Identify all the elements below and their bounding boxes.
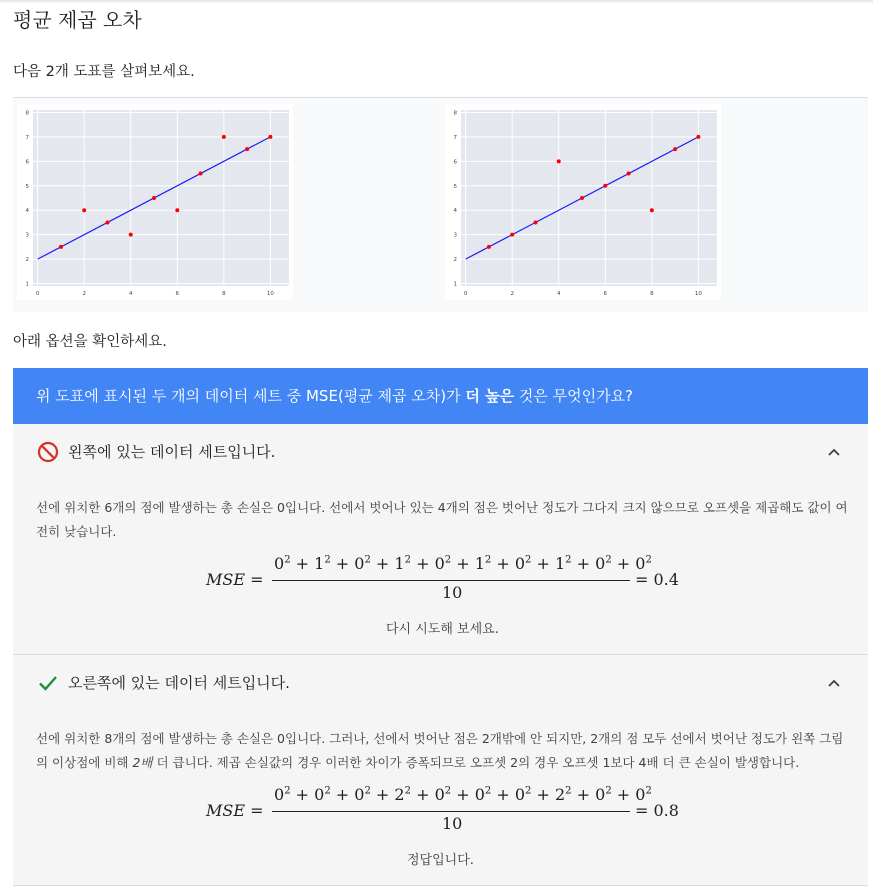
- x-tick-label: 4: [556, 291, 561, 297]
- y-tick-label: 5: [25, 183, 29, 190]
- checkmark-icon: [37, 672, 59, 694]
- plus-sign: +: [451, 554, 475, 573]
- data-point: [59, 245, 63, 249]
- squared-term: $1^2$: [554, 554, 572, 573]
- plus-sign: +: [410, 785, 435, 804]
- fraction-bar: [272, 580, 630, 581]
- squared-term: $1^2$: [474, 554, 492, 573]
- y-tick-label: 3: [25, 232, 29, 239]
- y-tick-label: 4: [25, 208, 29, 215]
- data-point: [580, 196, 584, 200]
- explanation-part-a: 선에 위치한 8개의 점에 발생하는 총 손실은 0입니다. 그러나, 선에서 벗어난 점은 2개밖에 안 되지만, 2개의 점 모두 선에서 벗어난 정도가 왼쪽 그림의 이상점에 비해: [36, 731, 844, 770]
- question-bar: [13, 368, 868, 424]
- y-tick-label: 2: [453, 257, 457, 264]
- option-left-formula: [13, 554, 868, 604]
- squared-term: $0^2$: [635, 785, 652, 804]
- formula-result: = 0.4: [635, 570, 679, 589]
- option-right-dataset[interactable]: [13, 655, 868, 885]
- option-right-explanation: [36, 727, 848, 775]
- option-left-header[interactable]: [13, 424, 868, 480]
- option-right-header[interactable]: [13, 655, 868, 711]
- left-chart-svg: [17, 104, 293, 300]
- plus-sign: +: [290, 785, 315, 804]
- prohibited-icon: [37, 441, 59, 463]
- data-point: [129, 233, 133, 237]
- data-point: [557, 159, 561, 163]
- y-tick-label: 6: [25, 159, 29, 166]
- squared-term: $2^2$: [394, 785, 411, 804]
- chevron-up-icon[interactable]: [826, 675, 842, 691]
- formula-denominator: 10: [442, 583, 463, 602]
- y-tick-label: 8: [25, 110, 29, 117]
- data-point: [82, 208, 86, 212]
- squared-term: $0^2$: [274, 554, 291, 573]
- y-tick-label: 1: [25, 281, 29, 288]
- plus-sign: +: [330, 785, 355, 804]
- x-tick-label: 10: [694, 291, 702, 297]
- x-tick-label: 8: [222, 291, 226, 297]
- prompt-text: 아래 옵션을 확인하세요.: [13, 334, 167, 350]
- squared-term: $0^2$: [474, 785, 492, 804]
- data-point: [175, 208, 179, 212]
- fraction-bar: [272, 811, 630, 812]
- x-tick-label: 0: [463, 291, 468, 297]
- y-tick-label: 7: [25, 134, 29, 141]
- plus-sign: +: [571, 554, 596, 573]
- option-left-label: 왼쪽에 있는 데이터 세트입니다.: [68, 443, 276, 461]
- plus-sign: +: [531, 785, 555, 804]
- data-point: [199, 172, 203, 176]
- squared-term: $0^2$: [354, 785, 371, 804]
- x-tick-label: 6: [603, 291, 608, 297]
- data-point: [627, 172, 631, 176]
- data-point: [152, 196, 156, 200]
- formula-numerator: [274, 785, 652, 804]
- x-tick-label: 10: [266, 291, 274, 297]
- plus-sign: +: [370, 785, 395, 804]
- plus-sign: +: [290, 554, 315, 573]
- formula-numerator: [274, 554, 652, 573]
- plus-sign: +: [451, 785, 475, 804]
- y-tick-label: 5: [453, 183, 457, 190]
- squared-term: $0^2$: [314, 785, 331, 804]
- formula-denominator: 10: [442, 814, 463, 833]
- y-tick-label: 4: [453, 208, 457, 215]
- plus-sign: +: [410, 554, 435, 573]
- x-tick-label: 2: [82, 291, 86, 297]
- explanation-part-b: 더 큽니다. 제곱 손실값의 경우 이러한 차이가 증폭되므로 오프셋 2의 경우 오프셋 1보다 4배 더 큰 손실이 발생합니다.: [152, 755, 800, 770]
- x-tick-label: 6: [175, 291, 180, 297]
- left-chart: [17, 104, 293, 300]
- squared-term: $0^2$: [274, 785, 291, 804]
- squared-term: $1^2$: [394, 554, 411, 573]
- x-tick-label: 0: [35, 291, 40, 297]
- plus-sign: +: [491, 785, 515, 804]
- option-right-label: 오른쪽에 있는 데이터 세트입니다.: [68, 674, 290, 692]
- y-tick-label: 2: [25, 257, 29, 264]
- squared-term: $0^2$: [434, 554, 452, 573]
- plus-sign: +: [611, 785, 636, 804]
- page-title: 평균 제곱 오차: [13, 8, 142, 32]
- squared-term: $0^2$: [434, 785, 452, 804]
- chevron-up-icon[interactable]: [826, 444, 842, 460]
- question-text-after: 것은 무엇인가요?: [514, 387, 634, 405]
- squared-term: $0^2$: [595, 785, 612, 804]
- formula-result: = 0.8: [635, 801, 679, 820]
- data-point: [268, 135, 272, 139]
- squared-term: $0^2$: [595, 554, 612, 573]
- y-tick-label: 8: [453, 110, 457, 117]
- data-point: [222, 135, 226, 139]
- option-left-explanation: 선에 위치한 6개의 점에 발생하는 총 손실은 0입니다. 선에서 벗어나 있는 4개의 점은 벗어난 정도가 그다지 크지 않으므로 오프셋을 제곱해도 값이 여전히 낮습니다.: [36, 500, 848, 539]
- x-tick-label: 2: [510, 291, 514, 297]
- squared-term: $0^2$: [514, 785, 532, 804]
- plus-sign: +: [611, 554, 636, 573]
- data-point: [696, 135, 700, 139]
- squared-term: $0^2$: [635, 554, 652, 573]
- data-point: [673, 147, 677, 151]
- squared-term: $2^2$: [554, 785, 572, 804]
- formula-lhs: MSE =: [206, 801, 264, 820]
- option-right-formula: [13, 785, 868, 835]
- y-tick-label: 3: [453, 232, 457, 239]
- squared-term: $0^2$: [514, 554, 532, 573]
- plus-sign: +: [531, 554, 555, 573]
- right-chart: [445, 104, 721, 300]
- option-left-feedback: 다시 시도해 보세요.: [386, 622, 499, 637]
- x-tick-label: 8: [650, 291, 654, 297]
- plus-sign: +: [571, 785, 596, 804]
- data-point: [510, 233, 514, 237]
- data-point: [650, 208, 654, 212]
- plus-sign: +: [330, 554, 355, 573]
- plus-sign: +: [370, 554, 395, 573]
- plus-sign: +: [491, 554, 515, 573]
- squared-term: $0^2$: [354, 554, 371, 573]
- data-point: [533, 220, 537, 224]
- data-point: [245, 147, 249, 151]
- y-tick-label: 6: [453, 159, 457, 166]
- explanation-emphasis: 2배: [132, 755, 153, 770]
- right-chart-svg: [445, 104, 721, 300]
- question-text-before: 위 도표에 표시된 두 개의 데이터 세트 중 MSE(평균 제곱 오차)가: [36, 387, 466, 405]
- x-tick-label: 4: [128, 291, 133, 297]
- y-tick-label: 1: [453, 281, 457, 288]
- option-divider: [13, 885, 868, 886]
- option-left-dataset[interactable]: [13, 424, 868, 654]
- data-point: [603, 184, 607, 188]
- squared-term: $1^2$: [314, 554, 331, 573]
- question-text-bold: 더 높은: [465, 387, 515, 405]
- formula-lhs: MSE =: [206, 570, 264, 589]
- option-right-feedback: 정답입니다.: [407, 853, 474, 868]
- data-point: [487, 245, 491, 249]
- data-point: [105, 220, 109, 224]
- intro-text: 다음 2개 도표를 살펴보세요.: [13, 64, 195, 80]
- y-tick-label: 7: [453, 134, 457, 141]
